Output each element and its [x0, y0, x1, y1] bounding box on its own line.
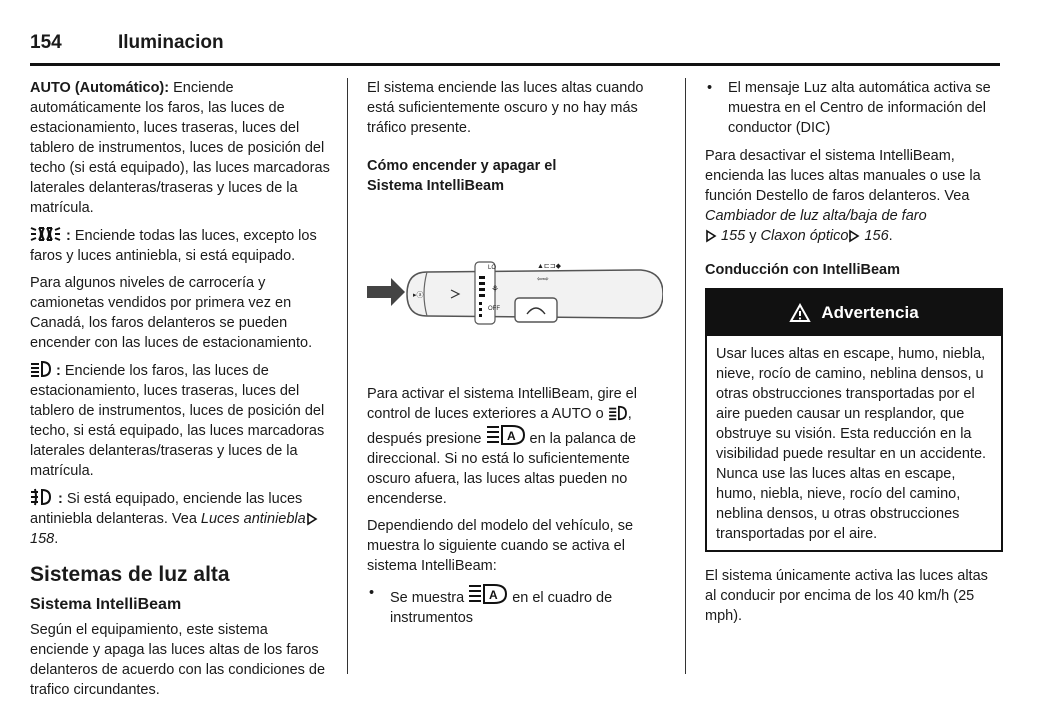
parking-lamp-icon	[30, 225, 62, 243]
lever-label-off: OFF	[488, 306, 500, 312]
page-number: 154	[30, 32, 62, 53]
howto-heading: Cómo encender y apagar el Sistema IntelliBeam	[367, 158, 557, 194]
washer-button	[515, 298, 557, 322]
headlamp-icon	[30, 360, 52, 378]
warning-text: Usar luces altas en escape, humo, niebla, nieve, rocío de camino, neblina densos, u otras obstrucciones transportadas por el aire pueden causar un resplandor, que obstruye su visión. Esta reducción en la visibilidad puede resultar en un accidente. Nunca use las luces altas en escape, humo, niebla, nieve, rocío del camino, neblina densos, u otras obstrucciones transportadas por el aire.	[716, 346, 987, 542]
fog-page-ref[interactable]: 158	[30, 511, 318, 547]
headlamp-text: Enciende los faros, las luces de estacionamiento, luces traseras, luces del tablero de instrumentos, luces de posición del techo, si está equipado, las luces marcadoras laterales delanteras/traseras y luces de la matrícula.	[30, 363, 325, 479]
page-ref-arrow-icon	[848, 229, 860, 243]
high-low-beam-reference-link[interactable]: Cambiador de luz alta/baja de faro	[705, 208, 927, 224]
activate-paragraph: Para activar el sistema IntelliBeam, gire el control de luces exteriores a AUTO o , después presione A en la palanca de direccional. Si no está lo suficientemente oscuro afuera, las luces altas pueden no encenderse.	[367, 386, 637, 507]
page-header	[30, 30, 1000, 66]
warning-header	[707, 290, 1001, 336]
speed-paragraph: El sistema únicamente activa las luces altas al conducir por encima de los 40 km/h (25 mph).	[705, 568, 988, 624]
column-1	[30, 78, 330, 707]
svg-text:⚘: ⚘	[491, 284, 500, 294]
page-ref-arrow-icon	[306, 512, 318, 526]
parking-text: Enciende todas las luces, excepto los faros y luces antiniebla, si está equipado.	[30, 228, 317, 264]
auto-text: Enciende automáticamente los faros, las luces de estacionamiento, luces traseras, luces del tablero de instrumentos, luces de posición del techo (si está equipado), las luces marcadoras laterales delanteras/traseras y luces de la matrícula.	[30, 80, 330, 216]
auto-label: AUTO (Automático):	[30, 80, 170, 96]
lever-illustration	[367, 248, 663, 340]
page-ref-arrow-icon	[705, 229, 717, 243]
warning-triangle-icon	[789, 303, 811, 323]
svg-text:A: A	[506, 429, 516, 443]
deactivate-paragraph: Para desactivar el sistema IntelliBeam, encienda las luces altas manuales o use la función Destello de faros delanteros. Vea Cambiador de luz alta/baja de faro 155 y Claxon óptico 156.	[705, 148, 981, 244]
fog-lamp-icon	[30, 488, 54, 506]
svg-text:⇦⇨: ⇦⇨	[537, 276, 549, 283]
parking-lamp-paragraph: : Enciende todas las luces, excepto los faros y luces antiniebla, si está equipado.	[30, 225, 330, 266]
driving-heading: Conducción con IntelliBeam	[705, 262, 900, 278]
svg-text:A: A	[489, 588, 498, 602]
fog-text: Si está equipado, enciende las luces antiniebla delanteras. Vea	[30, 491, 303, 527]
fog-lamp-paragraph: : Si está equipado, enciende las luces antiniebla delanteras. Vea Luces antiniebla 158.	[30, 488, 330, 549]
high-beam-heading: Sistemas de luz alta	[30, 563, 230, 586]
column-divider-1	[347, 78, 348, 674]
intellibeam-paragraph: Según el equipamiento, este sistema enciende y apaga las luces altas de los faros delanteros de acuerdo con las condiciones de trafico circundantes.	[30, 622, 326, 698]
canada-paragraph: Para algunos niveles de carrocería y camionetas vendidos por primera vez en Canadá, los faros delanteros se pueden encender con las luces de estacionamiento.	[30, 275, 313, 351]
pointer-arrow-icon	[367, 278, 405, 306]
page-ref-155[interactable]: 155	[705, 228, 745, 244]
auto-paragraph	[30, 78, 330, 218]
model-paragraph: Dependiendo del modelo del vehículo, se muestra lo siguiente cuando se activa el sistema IntelliBeam:	[367, 518, 634, 574]
flash-to-pass-reference-link[interactable]: Claxon óptico	[760, 228, 849, 244]
list-item: • El mensaje Luz alta automática activa se muestra en el Centro de información del conductor (DIC)	[707, 80, 991, 136]
svg-text:▲⊏⊐◆: ▲⊏⊐◆	[537, 263, 562, 270]
headlamp-icon	[608, 405, 628, 421]
column-divider-2	[685, 78, 686, 674]
fog-reference-link[interactable]: Luces antiniebla	[200, 511, 306, 527]
headlamp-paragraph: : Enciende los faros, las luces de estacionamiento, luces traseras, luces del tablero de instrumentos, luces de posición del techo, si está equipado, las luces marcadoras laterales delanteras/traseras y luces de la matrícula.	[30, 360, 330, 481]
list-item: • Se muestra A en el cuadro de instrumentos	[369, 585, 613, 626]
svg-text:▸ⓐ: ▸ⓐ	[413, 292, 424, 299]
section-title: Iluminacion	[118, 32, 224, 53]
page-ref-156[interactable]: 156	[848, 228, 888, 244]
column-2	[367, 78, 657, 628]
column-3	[705, 78, 1003, 633]
warning-box	[705, 288, 1003, 552]
intellibeam-icon	[486, 424, 526, 446]
intro-paragraph: El sistema enciende las luces altas cuando está suficientemente oscuro y no hay más tráfico presente.	[367, 80, 644, 136]
intellibeam-icon	[468, 583, 508, 605]
lever-label-lo: LO	[488, 265, 497, 271]
warning-title: Advertencia	[821, 303, 919, 322]
intellibeam-heading: Sistema IntelliBeam	[30, 596, 182, 613]
